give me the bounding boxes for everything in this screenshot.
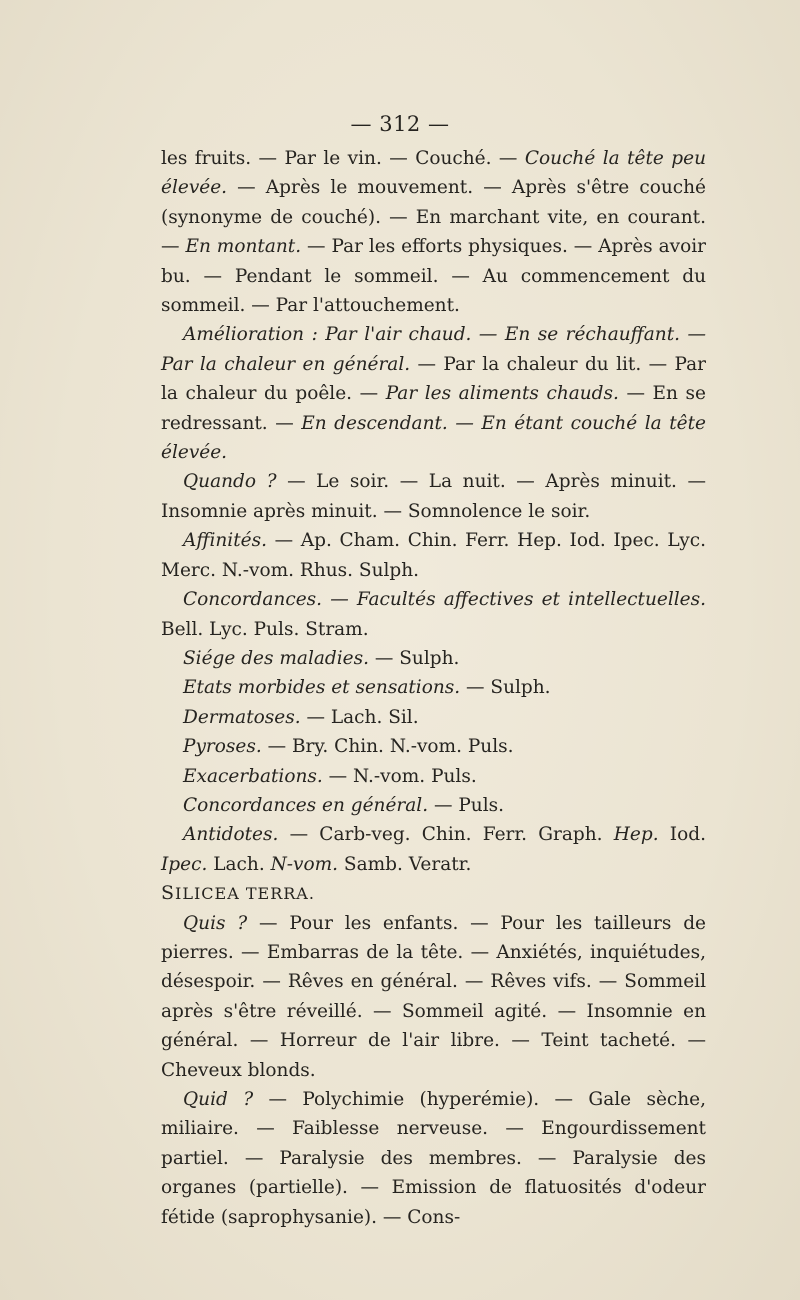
italic-run: En descendant. — En étant couché la tête élevée. bbox=[161, 412, 706, 464]
paragraph-quis bbox=[161, 909, 706, 1085]
text-run: — Le soir. — La nuit. — Après minuit. — Insomnie après minuit. — Somnolence le soir. bbox=[161, 471, 706, 522]
text-run: — Puls. bbox=[428, 794, 505, 816]
text-run: — Sulph. bbox=[460, 677, 551, 699]
paragraph-quid bbox=[161, 1085, 706, 1232]
text-run: les fruits. — Par le vin. — Couché. — bbox=[161, 148, 525, 169]
paragraph-continuation bbox=[161, 144, 706, 320]
text-run: Iod. bbox=[658, 824, 706, 846]
italic-run: N-vom. bbox=[270, 853, 339, 875]
text-run: — N.-vom. Puls. bbox=[322, 765, 477, 787]
italic-run: Exacerbations. bbox=[183, 765, 323, 787]
italic-run: Par les aliments chauds. bbox=[385, 383, 619, 405]
paragraph-quando bbox=[161, 467, 706, 526]
italic-run: Antidotes. bbox=[183, 824, 279, 846]
paragraph-affinites bbox=[161, 526, 706, 585]
text-body bbox=[161, 144, 706, 1232]
italic-run: Hep. bbox=[613, 824, 659, 846]
text-run: — Après le mouvement. — Après s'être couché (synonyme de couché). — En marchant vite, en courant. — bbox=[161, 177, 706, 258]
text-run: — Pour les enfants. — Pour les tailleurs de pierres. — Embarras de la tête. — Anxiétés, inquiétudes, désespoir. — Rêves en général. — Rêves vifs. — Sommeil après s'être réveillé. — Sommeil agité. — Insomnie en général. — Horreur de l'air libre. — Teint tacheté. — Cheveux blonds. bbox=[161, 912, 706, 1081]
italic-run: Pyroses. bbox=[183, 736, 262, 758]
paragraph-concordances-general bbox=[161, 791, 706, 820]
text-run: — Bry. Chin. N.-vom. Puls. bbox=[261, 736, 514, 758]
paragraph-pyroses bbox=[161, 732, 706, 761]
text-run: — Ap. Cham. Chin. Ferr. Hep. Iod. Ipec. Lyc. Merc. N.-vom. Rhus. Sulph. bbox=[161, 530, 706, 581]
text-run: Bell. Lyc. Puls. Stram. bbox=[161, 618, 369, 640]
italic-run: Affinités. bbox=[183, 530, 267, 552]
italic-run: Couché la tête peu élevée. bbox=[161, 148, 706, 199]
italic-run: Quis ? bbox=[183, 912, 248, 934]
italic-run: Amélioration : Par l'air chaud. — En se réchauffant. — Par la chaleur en général. bbox=[161, 324, 706, 375]
text-run: — Sulph. bbox=[368, 647, 460, 669]
italic-run: Dermatoses. bbox=[183, 706, 301, 728]
text-run: — Par la chaleur du lit. — Par la chaleur du poêle. — bbox=[161, 353, 707, 405]
paragraph-siege bbox=[161, 644, 706, 673]
paragraph-concordances bbox=[161, 585, 706, 644]
heading-initial: S bbox=[161, 882, 176, 905]
text-run: Samb. Veratr. bbox=[338, 853, 472, 875]
text-run: — Carb-veg. Chin. Ferr. Graph. bbox=[278, 824, 614, 846]
text-run: — Polychimie (hyperémie). — Gale sèche, miliaire. — Faiblesse nerveuse. — Engourdissement partiel. — Paralysie des membres. — Paralysie des organes (partielle). — Emission de flatuosités d'odeur fétide (saprophysanie). — Cons- bbox=[161, 1089, 706, 1228]
text-run: — En se redressant. — bbox=[161, 383, 706, 434]
paragraph-amelioration bbox=[161, 320, 706, 467]
text-run: — Par les efforts physiques. — Après avoir bu. — Pendant le sommeil. — Au commencement du sommeil. — Par l'attouchement. bbox=[161, 236, 706, 317]
italic-run: Concordances en général. bbox=[183, 794, 429, 816]
paragraph-dermatoses bbox=[161, 703, 706, 732]
paragraph-exacerbations bbox=[161, 762, 706, 791]
italic-run: Siége des maladies. bbox=[183, 647, 369, 669]
heading-rest: ILICEA TERRA. bbox=[175, 884, 315, 904]
section-heading bbox=[161, 879, 706, 908]
paragraph-etats bbox=[161, 673, 706, 702]
italic-run: Quando ? bbox=[183, 471, 277, 493]
paragraph-antidotes bbox=[161, 820, 706, 879]
text-run: Lach. bbox=[207, 853, 271, 875]
italic-run: Quid ? bbox=[183, 1089, 254, 1110]
page-number: — 312 — bbox=[350, 112, 450, 136]
italic-run: Ipec. bbox=[161, 853, 208, 875]
italic-run: Etats morbides et sensations. bbox=[183, 677, 461, 699]
text-run: — Lach. Sil. bbox=[300, 706, 419, 728]
italic-run: Concordances. — Facultés affectives et intellectuelles. bbox=[183, 589, 706, 611]
italic-run: En montant. bbox=[185, 236, 302, 258]
